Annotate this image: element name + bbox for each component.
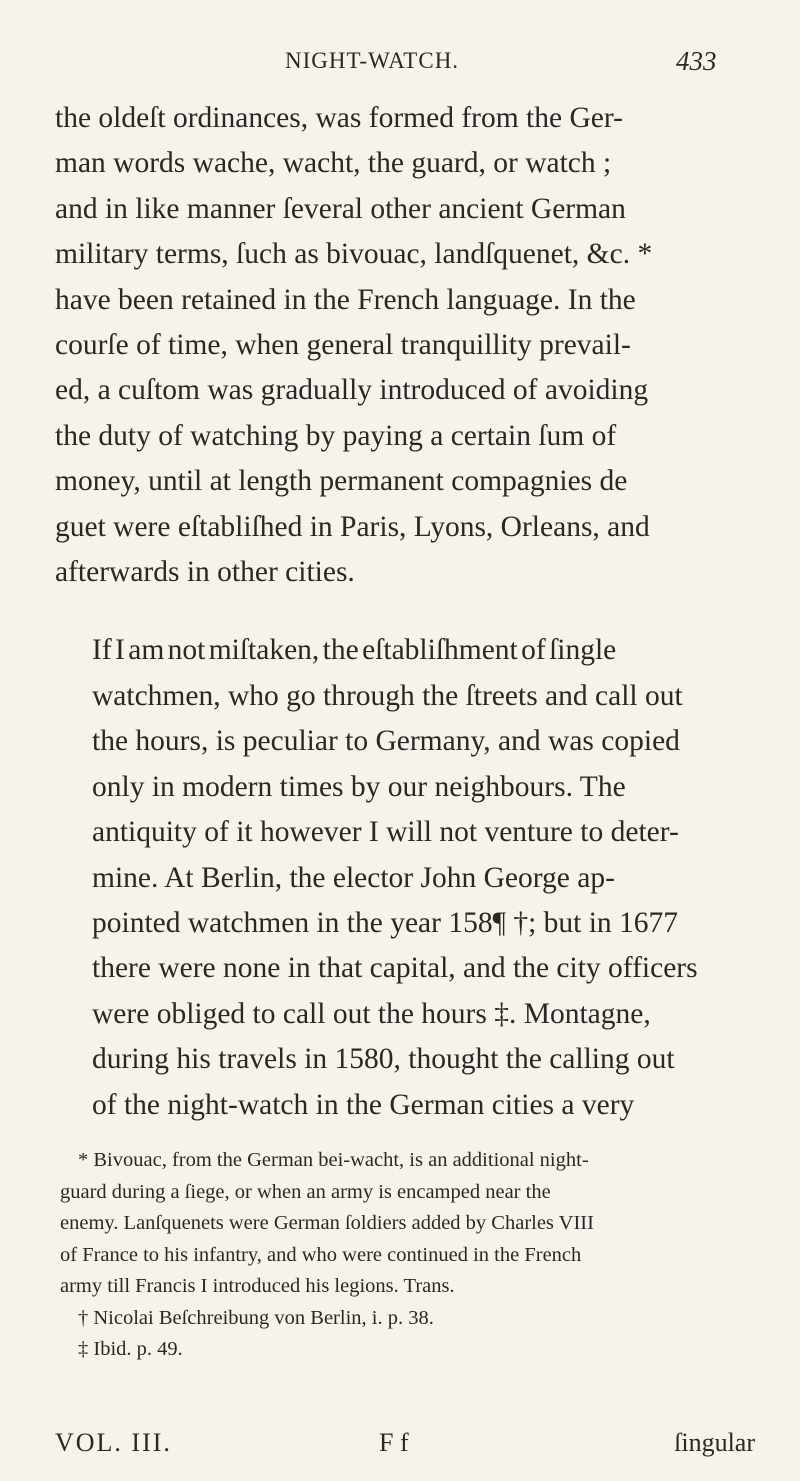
footnote-line: army till Francis I introduced his legions. Trans. <box>60 1275 455 1297</box>
footnote-line: guard during a ſiege, or when an army is encamped near the <box>60 1180 551 1203</box>
text-line: only in modern times by our neighbours. The <box>92 770 626 803</box>
catchword: ſingular <box>674 1428 755 1457</box>
text-line: and in like manner ſeveral other ancient German <box>55 192 626 225</box>
text-line: have been retained in the French language. In the <box>55 283 636 316</box>
main-text <box>55 96 755 1128</box>
text-line: courſe of time, when general tranquillity prevail- <box>55 329 631 362</box>
text-line: man words wache, wacht, the guard, or watch ; <box>55 147 612 180</box>
footnote-line: ‡ Ibid. p. 49. <box>78 1338 183 1360</box>
text-line: guet were eſtabliſhed in Paris, Lyons, Orleans, and <box>55 510 650 543</box>
signature-mark: F f <box>379 1428 409 1457</box>
paragraph <box>55 628 755 1127</box>
footnote-line: * Bivouac, from the German bei-wacht, is an additional night- <box>78 1149 589 1171</box>
running-head <box>0 48 800 88</box>
text-line: If I am not miſtaken, the eſtabliſhment of ſingle <box>92 634 617 667</box>
footnote-line: of France to his infantry, and who were continued in the French <box>60 1243 582 1266</box>
page-footer <box>55 1428 755 1464</box>
text-line: mine. At Berlin, the elector John George ap- <box>92 861 615 894</box>
text-line: afterwards in other cities. <box>55 556 355 589</box>
page-number: 433 <box>676 46 717 76</box>
text-line: the hours, is peculiar to Germany, and was copied <box>92 725 680 758</box>
running-title: NIGHT-WATCH. <box>285 48 460 73</box>
text-line: the oldeſt ordinances, was formed from the Ger- <box>55 102 623 134</box>
text-line: there were none in that capital, and the city officers <box>92 952 698 985</box>
text-line: of the night-watch in the German cities a very <box>92 1088 635 1121</box>
text-line: pointed watchmen in the year 158¶ †; but in 1677 <box>92 906 679 939</box>
text-line: were obliged to call out the hours ‡. Montagne, <box>92 997 651 1030</box>
text-line: the duty of watching by paying a certain ſum of <box>55 419 617 452</box>
text-line: antiquity of it however I will not venture to deter- <box>92 816 679 849</box>
paragraph <box>55 96 755 595</box>
text-line: ed, a cuſtom was gradually introduced of avoiding <box>55 374 649 407</box>
volume-signature: VOL. III. <box>55 1428 172 1457</box>
text-line: military terms, ſuch as bivouac, landſquenet, &c. * <box>55 238 653 271</box>
footnote-line: † Nicolai Beſchreibung von Berlin, i. p. 38. <box>78 1306 434 1329</box>
footnotes <box>60 1145 755 1366</box>
text-line: money, until at length permanent compagnies de <box>55 465 628 498</box>
footnote-line: enemy. Lanſquenets were German ſoldiers added by Charles VIII <box>60 1212 594 1234</box>
text-line: during his travels in 1580, thought the calling out <box>92 1043 675 1076</box>
text-line: watchmen, who go through the ſtreets and call out <box>92 679 683 712</box>
